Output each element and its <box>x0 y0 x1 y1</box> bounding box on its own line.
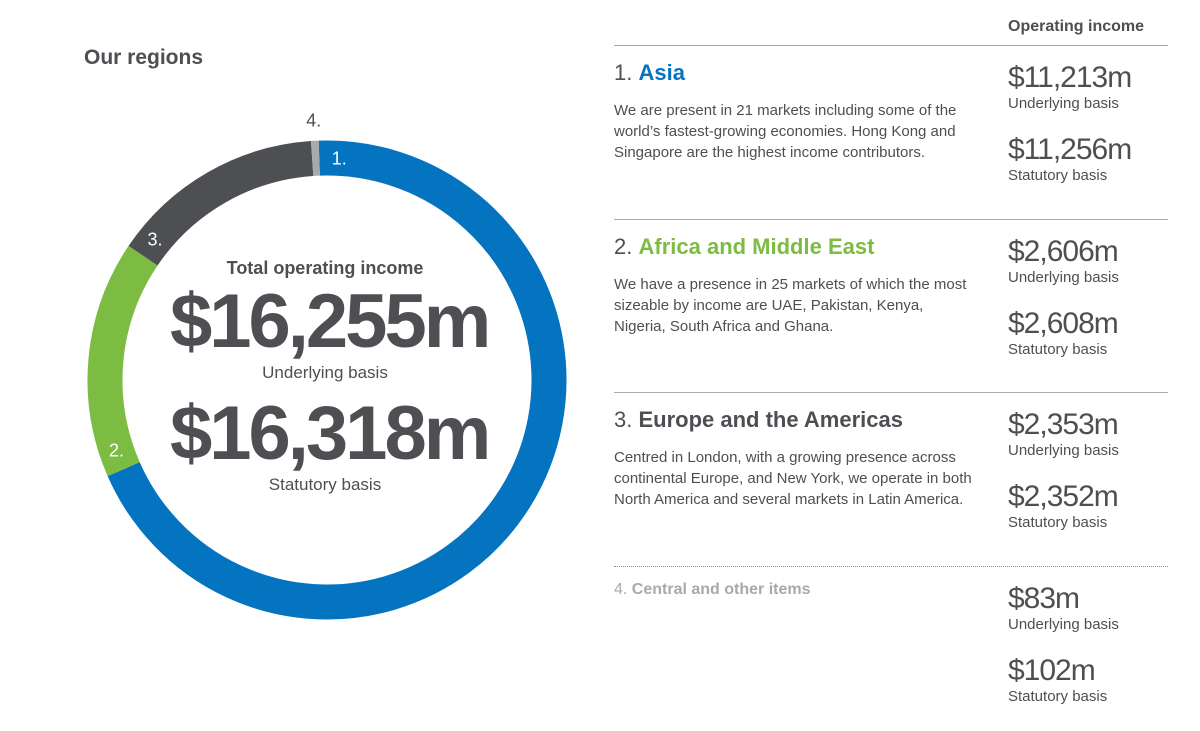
statutory-value: $102m <box>1008 654 1095 687</box>
divider <box>614 219 1168 220</box>
underlying-value: $83m <box>1008 582 1080 615</box>
region-name: Central and other items <box>631 581 811 598</box>
donut-slice-label: 1. <box>331 148 347 169</box>
region-description: Centred in London, with a growing presence across continental Europe, and New York, we operate in both North America and several markets in Latin America. <box>614 449 972 508</box>
donut-slice-label: 3. <box>147 229 163 250</box>
region-description: We are present in 21 markets including some of the world’s fastest-growing economies. Hong Kong and Singapore are the highest income contributors. <box>614 102 957 161</box>
region-number: 1. <box>614 60 633 85</box>
region-asia-figures <box>1008 62 1198 206</box>
region-name: Africa and Middle East <box>638 234 875 259</box>
donut-slice-label: 2. <box>108 440 124 461</box>
region-heading <box>614 581 974 599</box>
region-heading <box>614 60 974 86</box>
region-heading <box>614 407 974 433</box>
statutory-label: Statutory basis <box>1008 341 1108 358</box>
total-statutory-label: Statutory basis <box>268 475 382 494</box>
region-central-other <box>614 581 974 613</box>
region-name: Asia <box>638 60 685 85</box>
statutory-value: $2,608m <box>1008 307 1118 340</box>
total-statutory-value: $16,318m <box>170 391 489 476</box>
region-number: 3. <box>614 407 633 432</box>
divider <box>614 45 1168 46</box>
region-asia <box>614 60 974 163</box>
underlying-label: Underlying basis <box>1008 269 1119 286</box>
underlying-value: $2,353m <box>1008 408 1118 441</box>
region-africa-middle-east-figures <box>1008 236 1198 380</box>
statutory-value: $11,256m <box>1008 133 1132 166</box>
statutory-label: Statutory basis <box>1008 688 1108 705</box>
donut-center <box>170 258 489 505</box>
statutory-label: Statutory basis <box>1008 167 1108 184</box>
center-title: Total operating income <box>226 258 424 278</box>
underlying-label: Underlying basis <box>1008 95 1119 112</box>
region-africa-middle-east <box>614 234 974 337</box>
total-underlying-label: Underlying basis <box>262 363 388 382</box>
underlying-value: $11,213m <box>1008 61 1132 94</box>
underlying-label: Underlying basis <box>1008 616 1119 633</box>
page-title: Our regions <box>84 46 204 69</box>
total-underlying-value: $16,255m <box>170 279 489 364</box>
region-central-other-figures <box>1008 583 1198 727</box>
divider <box>614 392 1168 393</box>
region-europe-americas <box>614 407 974 510</box>
donut-slice-label: 4. <box>306 110 322 131</box>
underlying-label: Underlying basis <box>1008 442 1119 459</box>
donut-slice <box>105 256 143 469</box>
donut-slice <box>143 158 312 255</box>
underlying-value: $2,606m <box>1008 235 1118 268</box>
region-description: We have a presence in 25 markets of which the most sizeable by income are UAE, Pakistan, Kenya, Nigeria, South Africa and Ghana. <box>614 276 967 335</box>
region-heading <box>614 234 974 260</box>
region-number: 4. <box>614 581 628 598</box>
region-europe-americas-figures <box>1008 409 1198 553</box>
statutory-value: $2,352m <box>1008 480 1118 513</box>
divider <box>614 566 1168 567</box>
region-name: Europe and the Americas <box>638 407 903 432</box>
region-number: 2. <box>614 234 633 259</box>
operating-income-header: Operating income <box>1008 18 1145 35</box>
statutory-label: Statutory basis <box>1008 514 1108 531</box>
